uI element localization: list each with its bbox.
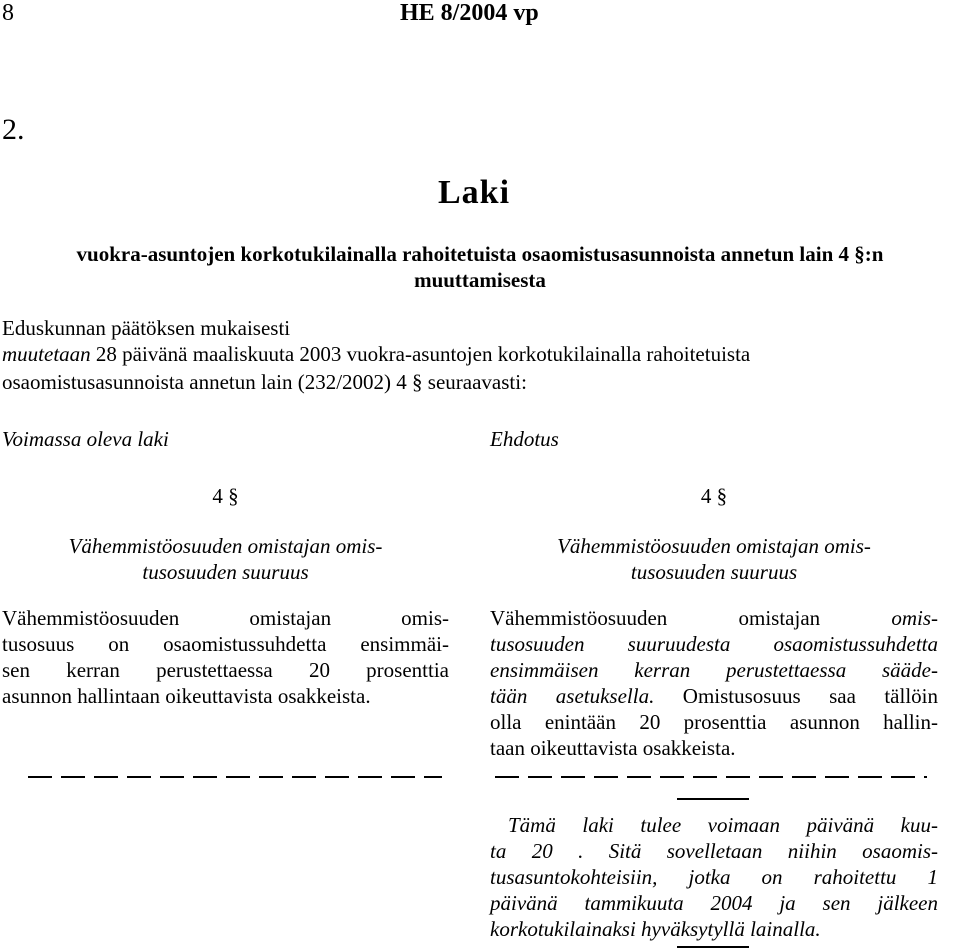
current-section-title-line: Vähemmistöosuuden omistajan omis- — [68, 534, 383, 558]
entry-into-force-line: korkotukilainaksi hyväksytyllä lainalla. — [490, 917, 821, 941]
proposed-section-title — [490, 533, 938, 585]
law-title — [0, 241, 960, 293]
proposed-paragraph — [490, 605, 938, 761]
proposed-text-italic: omis- — [891, 606, 938, 630]
law-title-line-2: muuttamisesta — [414, 268, 546, 292]
proposed-paragraph-line: taan oikeuttavista osakkeista. — [490, 736, 736, 760]
entry-into-force — [490, 812, 938, 942]
proposal-header: Ehdotus — [490, 427, 559, 451]
section-number: 2. — [2, 113, 25, 146]
entry-into-force-line: Tämä laki tulee voimaan päivänä kuu- — [508, 813, 938, 837]
entry-into-force-line: ta 20 . Sitä sovelletaan niihin osaomis- — [490, 839, 938, 863]
amendment-line-2: osaomistusasunnoista annetun lain (232/2002) 4 § seuraavasti: — [2, 370, 527, 394]
law-title-line-1: vuokra-asuntojen korkotukilainalla rahoitetuista osaomistusasunnoista annetun lain 4 §:n — [76, 242, 884, 266]
proposed-text-normal: Vähemmistöosuuden omistajan — [490, 606, 892, 630]
page-number: 8 — [2, 0, 14, 26]
proposed-text-normal: Omistusosuus saa tällöin — [654, 684, 938, 708]
proposed-paragraph-line: ensimmäisen kerran perustettaessa sääde- — [490, 658, 938, 682]
entry-into-force-line: tusasuntokohteisiin, jotka on rahoitettu 1 — [490, 865, 938, 889]
proposed-section-title-line: tusosuuden suuruus — [630, 560, 798, 584]
omission-dashes — [28, 776, 442, 778]
proposed-paragraph-line — [490, 605, 938, 631]
entry-into-force-line: päivänä tammikuuta 2004 ja sen jälkeen — [490, 891, 938, 915]
current-section-title-line: tusosuuden suuruus — [142, 560, 309, 584]
proposed-paragraph-line — [490, 683, 938, 709]
enactment-clause: Eduskunnan päätöksen mukaisesti — [2, 316, 291, 340]
current-paragraph-line: asunnon hallintaan oikeuttavista osakkeista. — [2, 684, 371, 708]
proposed-paragraph-line: tusosuuden suuruudesta osaomistussuhdetta — [490, 632, 938, 656]
amendment-line-1 — [2, 342, 750, 367]
omission-dashes — [495, 776, 927, 778]
law-heading: Laki — [438, 174, 511, 211]
current-paragraph-line: sen kerran perustettaessa 20 prosenttia — [2, 658, 449, 682]
proposed-paragraph-line: olla enintään 20 prosenttia asunnon hallin- — [490, 710, 938, 734]
current-paragraph-line: tusosuus on osaomistussuhdetta ensimmäi- — [2, 632, 449, 656]
amendment-line-1-rest: 28 päivänä maaliskuuta 2003 vuokra-asuntojen korkotukilainalla rahoitetuista — [90, 342, 751, 366]
current-paragraph-line: Vähemmistöosuuden omistajan omis- — [2, 606, 449, 630]
proposed-section-sign: 4 § — [700, 484, 728, 508]
amendment-verb: muutetaan — [2, 342, 91, 366]
current-paragraph — [2, 605, 449, 709]
proposed-text-italic: tään asetuksella. — [490, 684, 655, 708]
end-line — [677, 946, 749, 948]
document-id: HE 8/2004 vp — [400, 0, 539, 26]
current-law-header: Voimassa oleva laki — [2, 427, 169, 451]
current-section-title — [2, 533, 449, 585]
current-section-sign: 4 § — [212, 484, 239, 508]
separator-line — [677, 798, 749, 800]
proposed-section-title-line: Vähemmistöosuuden omistajan omis- — [557, 534, 871, 558]
